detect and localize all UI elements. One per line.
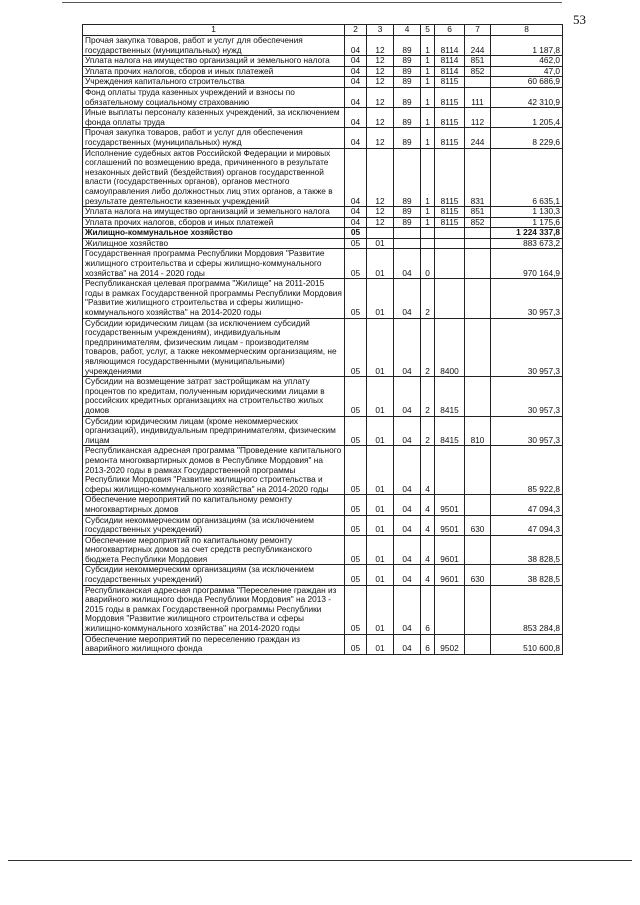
row-item-code: 9501	[435, 515, 465, 535]
row-subsection: 01	[367, 495, 394, 515]
row-subprogram: 4	[421, 446, 435, 495]
row-program: 04	[394, 279, 421, 318]
row-section: 05	[345, 238, 367, 249]
row-expense-type: 244	[465, 128, 491, 148]
row-expense-type: 831	[465, 148, 491, 207]
row-expense-type: 244	[465, 36, 491, 56]
row-section: 04	[345, 148, 367, 207]
header-cell: 6	[435, 25, 465, 36]
row-expense-type: 630	[465, 515, 491, 535]
row-subsection: 12	[367, 108, 394, 128]
table-row	[83, 318, 563, 377]
row-subprogram	[421, 238, 435, 249]
row-subprogram: 0	[421, 249, 435, 279]
row-section: 05	[345, 249, 367, 279]
row-name: Субсидии на возмещение затрат застройщикам на уплату процентов по кредитам, полученным юридическими лицами в российских кредитных организациях на строительство жилых домов	[83, 377, 345, 416]
row-amount: 1 205,4	[491, 108, 563, 128]
row-amount: 1 224 337,8	[491, 228, 563, 239]
table-row	[83, 228, 563, 239]
row-section: 05	[345, 416, 367, 446]
row-expense-type: 851	[465, 207, 491, 218]
row-amount: 47 094,3	[491, 515, 563, 535]
row-name: Прочая закупка товаров, работ и услуг для обеспечения государственных (муниципальных) нужд	[83, 36, 345, 56]
row-amount: 1 175,6	[491, 217, 563, 228]
table-row	[83, 207, 563, 218]
row-program: 04	[394, 318, 421, 377]
table-row	[83, 217, 563, 228]
row-section: 04	[345, 108, 367, 128]
row-amount: 30 957,3	[491, 416, 563, 446]
row-amount: 970 164,9	[491, 249, 563, 279]
table-row	[83, 56, 563, 67]
bottom-rule	[8, 860, 632, 861]
row-name: Обеспечение мероприятий по капитальному ремонту многоквартирных домов за счет средств республиканского бюджета Республики Мордовия	[83, 535, 345, 565]
row-subsection: 12	[367, 207, 394, 218]
row-program	[394, 228, 421, 239]
row-section: 05	[345, 565, 367, 585]
row-subsection: 01	[367, 249, 394, 279]
row-subsection: 01	[367, 585, 394, 634]
row-program: 89	[394, 56, 421, 67]
header-cell: 7	[465, 25, 491, 36]
row-subprogram: 1	[421, 207, 435, 218]
row-name: Обеспечение мероприятий по переселению граждан из аварийного жилищного фонда	[83, 634, 345, 654]
row-expense-type: 630	[465, 565, 491, 585]
row-item-code: 9502	[435, 634, 465, 654]
row-item-code: 8115	[435, 128, 465, 148]
row-section: 05	[345, 446, 367, 495]
row-subprogram: 1	[421, 128, 435, 148]
row-subprogram: 1	[421, 217, 435, 228]
row-amount: 853 284,8	[491, 585, 563, 634]
row-amount: 1 187,8	[491, 36, 563, 56]
row-expense-type: 852	[465, 217, 491, 228]
top-rule	[62, 2, 562, 3]
row-name: Жилищно-коммунальное хозяйство	[83, 228, 345, 239]
row-amount: 510 600,8	[491, 634, 563, 654]
row-name: Субсидии юридическим лицам (кроме некоммерческих организаций), индивидуальным предпринимателям, физическим лицам	[83, 416, 345, 446]
row-item-code: 8115	[435, 217, 465, 228]
header-cell: 4	[394, 25, 421, 36]
row-program	[394, 238, 421, 249]
row-amount: 42 310,9	[491, 87, 563, 107]
row-subprogram: 1	[421, 108, 435, 128]
table-row	[83, 238, 563, 249]
row-subprogram: 6	[421, 634, 435, 654]
row-name: Обеспечение мероприятий по капитальному ремонту многоквартирных домов	[83, 495, 345, 515]
row-section: 04	[345, 217, 367, 228]
row-item-code: 8115	[435, 207, 465, 218]
row-name: Субсидии юридическим лицам (за исключением субсидий государственным учреждениям), индивидуальным предпринимателям, физическим лицам - производителям товаров, работ, услуг, а также некоммерческим организациям, не являющимся государственными (муниципальными) учреждениями	[83, 318, 345, 377]
row-section: 05	[345, 585, 367, 634]
row-item-code	[435, 279, 465, 318]
row-name: Уплата прочих налогов, сборов и иных платежей	[83, 66, 345, 77]
row-program: 04	[394, 377, 421, 416]
row-name: Субсидии некоммерческим организациям (за исключением государственных учреждений)	[83, 515, 345, 535]
row-program: 89	[394, 128, 421, 148]
row-name: Жилищное хозяйство	[83, 238, 345, 249]
row-name: Исполнение судебных актов Российской Федерации и мировых соглашений по возмещению вреда, причиненного в результате незаконных действий (бездействия) органов государственной власти (государственных органов), органов местного самоуправления либо должностных лиц этих органов, а также в результате деятельности казенных учреждений	[83, 148, 345, 207]
row-subprogram: 4	[421, 535, 435, 565]
row-subprogram: 2	[421, 416, 435, 446]
row-section: 04	[345, 207, 367, 218]
row-subsection: 12	[367, 77, 394, 88]
row-amount: 1 130,3	[491, 207, 563, 218]
row-section: 04	[345, 128, 367, 148]
row-subsection: 01	[367, 515, 394, 535]
row-item-code: 8115	[435, 108, 465, 128]
row-name: Фонд оплаты труда казенных учреждений и взносы по обязательному социальному страхованию	[83, 87, 345, 107]
row-item-code: 8115	[435, 87, 465, 107]
row-amount: 38 828,5	[491, 535, 563, 565]
row-expense-type: 111	[465, 87, 491, 107]
header-cell: 2	[345, 25, 367, 36]
row-program: 89	[394, 108, 421, 128]
row-program: 04	[394, 515, 421, 535]
row-program: 89	[394, 77, 421, 88]
row-amount: 8 229,6	[491, 128, 563, 148]
row-program: 04	[394, 634, 421, 654]
table-row	[83, 515, 563, 535]
row-item-code	[435, 228, 465, 239]
table-row	[83, 36, 563, 56]
row-item-code: 9601	[435, 565, 465, 585]
row-section: 05	[345, 535, 367, 565]
row-section: 05	[345, 377, 367, 416]
row-expense-type	[465, 495, 491, 515]
row-subsection: 12	[367, 36, 394, 56]
row-subprogram: 1	[421, 36, 435, 56]
row-subsection: 01	[367, 238, 394, 249]
row-program: 89	[394, 36, 421, 56]
row-item-code: 8114	[435, 36, 465, 56]
row-expense-type	[465, 77, 491, 88]
row-subprogram: 1	[421, 87, 435, 107]
row-item-code: 8115	[435, 148, 465, 207]
table-row	[83, 565, 563, 585]
row-amount: 883 673,2	[491, 238, 563, 249]
row-subsection: 12	[367, 66, 394, 77]
table-row	[83, 66, 563, 77]
row-program: 89	[394, 66, 421, 77]
row-subsection: 01	[367, 446, 394, 495]
row-subprogram: 1	[421, 66, 435, 77]
row-name: Уплата прочих налогов, сборов и иных платежей	[83, 217, 345, 228]
row-expense-type: 810	[465, 416, 491, 446]
row-item-code	[435, 238, 465, 249]
row-amount: 60 686,9	[491, 77, 563, 88]
row-subprogram: 4	[421, 495, 435, 515]
row-subsection: 01	[367, 535, 394, 565]
row-subsection: 01	[367, 416, 394, 446]
row-program: 89	[394, 148, 421, 207]
row-section: 05	[345, 279, 367, 318]
row-section: 05	[345, 515, 367, 535]
table-row	[83, 108, 563, 128]
row-name: Республиканская адресная программа "Переселение граждан из аварийного жилищного фонда Республики Мордовия" на 2013 - 2015 годы в рамках Государственной программы Республики Мордовия "Развитие жилищного строительства и сферы жилищно-коммунального хозяйства" на 2014-2020 годы	[83, 585, 345, 634]
row-subprogram: 4	[421, 515, 435, 535]
row-section: 04	[345, 77, 367, 88]
row-subprogram: 1	[421, 56, 435, 67]
row-subsection: 01	[367, 634, 394, 654]
row-subsection: 01	[367, 565, 394, 585]
row-expense-type	[465, 238, 491, 249]
row-expense-type	[465, 585, 491, 634]
row-program: 04	[394, 416, 421, 446]
budget-table	[82, 24, 563, 655]
table-row	[83, 535, 563, 565]
row-item-code: 9501	[435, 495, 465, 515]
row-subsection: 12	[367, 87, 394, 107]
row-program: 04	[394, 535, 421, 565]
table-row	[83, 249, 563, 279]
table-row	[83, 148, 563, 207]
table-row	[83, 446, 563, 495]
row-item-code: 8400	[435, 318, 465, 377]
table-row	[83, 634, 563, 654]
row-amount: 38 828,5	[491, 565, 563, 585]
row-item-code: 8415	[435, 377, 465, 416]
row-name: Уплата налога на имущество организаций и земельного налога	[83, 207, 345, 218]
row-expense-type	[465, 318, 491, 377]
row-program: 89	[394, 207, 421, 218]
row-section: 04	[345, 36, 367, 56]
row-subprogram: 1	[421, 148, 435, 207]
row-subprogram: 4	[421, 565, 435, 585]
row-subsection: 01	[367, 377, 394, 416]
header-cell: 3	[367, 25, 394, 36]
row-program: 04	[394, 249, 421, 279]
row-amount: 30 957,3	[491, 377, 563, 416]
table-row	[83, 87, 563, 107]
row-program: 04	[394, 565, 421, 585]
row-expense-type	[465, 446, 491, 495]
row-section: 04	[345, 56, 367, 67]
row-subprogram	[421, 228, 435, 239]
row-subprogram: 6	[421, 585, 435, 634]
row-amount: 462,0	[491, 56, 563, 67]
row-subsection: 12	[367, 56, 394, 67]
table-row	[83, 495, 563, 515]
row-name: Субсидии некоммерческим организациям (за исключением государственных учреждений)	[83, 565, 345, 585]
row-section: 05	[345, 634, 367, 654]
row-name: Республиканская целевая программа "Жилище" на 2011-2015 годы в рамках Государственной программы Республики Мордовия "Развитие жилищного строительства и сферы жилищно-коммунального хозяйства" на 2014-2020 годы	[83, 279, 345, 318]
table-row	[83, 585, 563, 634]
row-expense-type: 851	[465, 56, 491, 67]
row-amount: 30 957,3	[491, 318, 563, 377]
row-name: Уплата налога на имущество организаций и земельного налога	[83, 56, 345, 67]
row-item-code: 8114	[435, 56, 465, 67]
row-subsection	[367, 228, 394, 239]
row-item-code: 9601	[435, 535, 465, 565]
row-expense-type	[465, 634, 491, 654]
row-item-code: 8415	[435, 416, 465, 446]
row-expense-type	[465, 535, 491, 565]
row-expense-type	[465, 377, 491, 416]
table-row	[83, 77, 563, 88]
row-program: 04	[394, 495, 421, 515]
header-cell: 8	[491, 25, 563, 36]
row-program: 04	[394, 585, 421, 634]
row-name: Прочая закупка товаров, работ и услуг для обеспечения государственных (муниципальных) нужд	[83, 128, 345, 148]
row-expense-type: 112	[465, 108, 491, 128]
row-item-code: 8114	[435, 66, 465, 77]
row-section: 05	[345, 495, 367, 515]
page-number: 53	[573, 12, 586, 27]
row-item-code	[435, 585, 465, 634]
table-row	[83, 279, 563, 318]
row-section: 04	[345, 87, 367, 107]
row-amount: 85 922,8	[491, 446, 563, 495]
row-name: Иные выплаты персоналу казенных учреждений, за исключением фонда оплаты труда	[83, 108, 345, 128]
row-program: 04	[394, 446, 421, 495]
row-subsection: 12	[367, 217, 394, 228]
header-cell: 5	[421, 25, 435, 36]
row-program: 89	[394, 217, 421, 228]
row-amount: 47 094,3	[491, 495, 563, 515]
row-item-code: 8115	[435, 77, 465, 88]
table-body	[83, 36, 563, 655]
row-item-code	[435, 446, 465, 495]
row-subsection: 01	[367, 318, 394, 377]
row-subprogram: 1	[421, 77, 435, 88]
row-subsection: 12	[367, 148, 394, 207]
row-item-code	[435, 249, 465, 279]
row-expense-type	[465, 228, 491, 239]
row-subsection: 12	[367, 128, 394, 148]
header-row	[83, 25, 563, 36]
row-expense-type	[465, 279, 491, 318]
row-expense-type	[465, 249, 491, 279]
row-subprogram: 2	[421, 377, 435, 416]
row-subprogram: 2	[421, 279, 435, 318]
row-section: 05	[345, 228, 367, 239]
row-name: Учреждения капитального строительства	[83, 77, 345, 88]
row-subprogram: 2	[421, 318, 435, 377]
row-program: 89	[394, 87, 421, 107]
table-row	[83, 377, 563, 416]
row-amount: 6 635,1	[491, 148, 563, 207]
row-name: Государственная программа Республики Мордовия "Развитие жилищного строительства и сферы жилищно-коммунального хозяйства" на 2014 - 2020 годы	[83, 249, 345, 279]
row-section: 05	[345, 318, 367, 377]
row-name: Республиканская адресная программа "Проведение капитального ремонта многоквартирных домов в Республике Мордовия" на 2013-2020 годы в рамках Государственной программы Республики Мордовия "Развитие жилищного строительства и сферы жилищно-коммунального хозяйства" на 2014-2020 годы	[83, 446, 345, 495]
row-expense-type: 852	[465, 66, 491, 77]
table-row	[83, 416, 563, 446]
row-amount: 30 957,3	[491, 279, 563, 318]
row-section: 04	[345, 66, 367, 77]
table-row	[83, 128, 563, 148]
header-cell: 1	[83, 25, 345, 36]
row-amount: 47,0	[491, 66, 563, 77]
row-subsection: 01	[367, 279, 394, 318]
